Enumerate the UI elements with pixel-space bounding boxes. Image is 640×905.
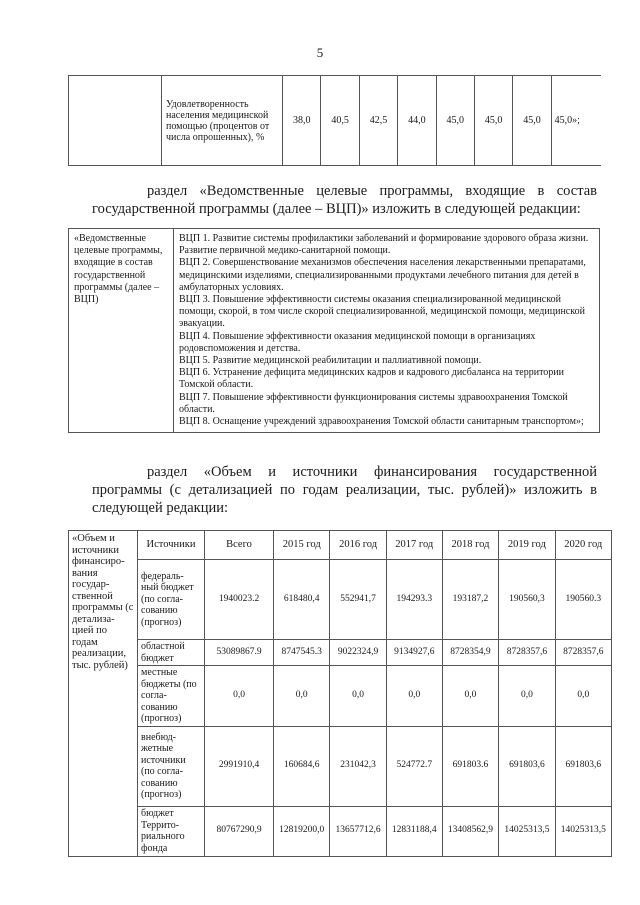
paragraph-vcp-intro [92,182,597,218]
value-cell: 9022324,9 [330,640,386,666]
value-cell: 0,0 [555,666,611,727]
header-cell: Источники [138,531,205,560]
value-cell: 12831188,4 [386,806,442,856]
header-cell: 2017 год [386,531,442,560]
source-cell: бюджет Террито-риального фонда [138,806,205,856]
value-cell: 13408562,9 [442,806,498,856]
vcp-item: ВЦП 7. Повышение эффективности функционирования системы здравоохранения Томской области. [179,391,568,415]
paragraph-text: раздел «Ведомственные целевые программы, входящие в состав государственной программы (далее – ВЦП)» изложить в следующей редакции: [92,183,597,217]
header-cell: 2016 год [330,531,386,560]
value-cell: 53089867.9 [205,640,274,666]
vcp-label: «Ведомственные целевые программы, входящие в состав государственной программы (далее – ВЦП) [69,229,174,433]
value-cell: 45,0»; [551,76,601,166]
value-cell: 12819200,0 [274,806,330,856]
value-cell: 160684,6 [274,726,330,806]
vcp-item: ВЦП 1. Развитие системы профилактики заболеваний и формирование здорового образа жизни. Развитие первичной медико-санитарной помощи. [179,233,589,257]
value-cell: 0,0 [274,666,330,727]
header-cell: 2018 год [442,531,498,560]
paragraph-finance-intro [92,463,597,517]
value-cell: 42,5 [359,76,397,166]
value-cell: 14025313,5 [555,806,611,856]
value-cell: 13657712,6 [330,806,386,856]
table-header-row [69,531,612,560]
table-row [69,806,612,856]
source-cell: областной бюджет [138,640,205,666]
value-cell: 8728354,9 [442,640,498,666]
value-cell: 194293.3 [386,560,442,640]
table-row [69,666,612,727]
value-cell: 14025313,5 [499,806,555,856]
value-cell: 8747545.3 [274,640,330,666]
value-cell: 190560,3 [499,560,555,640]
table-row [69,726,612,806]
indicator-description: Удовлетворенность населения медицинской помощью (процентов от числа опрошенных), % [162,76,283,166]
value-cell: 1940023.2 [205,560,274,640]
finance-table [68,530,612,857]
vcp-item: ВЦП 4. Повышение эффективности оказания медицинской помощи в организациях родовспоможения и детства. [179,330,536,354]
header-cell: 2015 год [274,531,330,560]
source-cell: местные бюджеты (по согла-сованию (прогноз) [138,666,205,727]
paragraph-text: раздел «Объем и источники финансирования государственной программы (с детализацией по годам реализации, тыс. рублей)» изложить в следующей редакции: [92,464,597,516]
value-cell: 8728357,6 [555,640,611,666]
value-cell: 45,0 [474,76,512,166]
value-cell: 618480,4 [274,560,330,640]
value-cell: 0,0 [386,666,442,727]
header-cell: 2020 год [555,531,611,560]
vcp-list [174,229,600,433]
value-cell: 0,0 [499,666,555,727]
table-row [69,76,602,166]
value-cell: 231042,3 [330,726,386,806]
vcp-item: ВЦП 5. Развитие медицинской реабилитации и паллиативной помощи. [179,355,482,367]
table-row [69,560,612,640]
value-cell: 691803,6 [499,726,555,806]
vcp-table [68,228,600,433]
value-cell: 0,0 [330,666,386,727]
value-cell: 524772.7 [386,726,442,806]
value-cell: 2991910,4 [205,726,274,806]
value-cell: 45,0 [436,76,474,166]
value-cell: 552941,7 [330,560,386,640]
header-cell: 2019 год [499,531,555,560]
value-cell: 40,5 [321,76,359,166]
value-cell: 8728357,6 [499,640,555,666]
indicator-table [68,75,601,166]
value-cell: 0,0 [205,666,274,727]
value-cell: 691803.6 [442,726,498,806]
value-cell: 45,0 [513,76,551,166]
value-cell: 80767290,9 [205,806,274,856]
vcp-item: ВЦП 3. Повышение эффективности системы оказания специализированной медицинской помощи, скорой, в том числе скорой специализированной, медицинской помощи, медицинской эвакуации. [179,294,585,330]
page-number: 5 [316,45,324,60]
value-cell: 0,0 [442,666,498,727]
value-cell: 38,0 [283,76,321,166]
value-cell: 190560.3 [555,560,611,640]
table-row [69,640,612,666]
value-cell: 44,0 [398,76,436,166]
vcp-item: ВЦП 2. Совершенствование механизмов обеспечения населения лекарственными препаратами, медицинскими изделиями, специализированными продуктами лечебного питания для детей в амбулаторных условиях. [179,257,586,293]
value-cell: 691803,6 [555,726,611,806]
vcp-item: ВЦП 6. Устранение дефицита медицинских кадров и кадрового дисбаланса на территории Томской области. [179,367,565,391]
finance-row-label: «Объем и источники финансиро-вания государ-ственной программы (с детализа-цией по годам реализации, тыс. рублей) [69,531,138,857]
value-cell: 9134927,6 [386,640,442,666]
vcp-item: ВЦП 8. Оснащение учреждений здравоохранения Томской области санитарным транспортом»; [179,416,584,428]
header-cell: Всего [205,531,274,560]
empty-cell [69,76,162,166]
source-cell: внебюд-жетные источники (по согла-сованию (прогноз) [138,726,205,806]
table-row [69,229,600,433]
value-cell: 193187,2 [442,560,498,640]
source-cell: федераль-ный бюджет (по согла-сованию (прогноз) [138,560,205,640]
